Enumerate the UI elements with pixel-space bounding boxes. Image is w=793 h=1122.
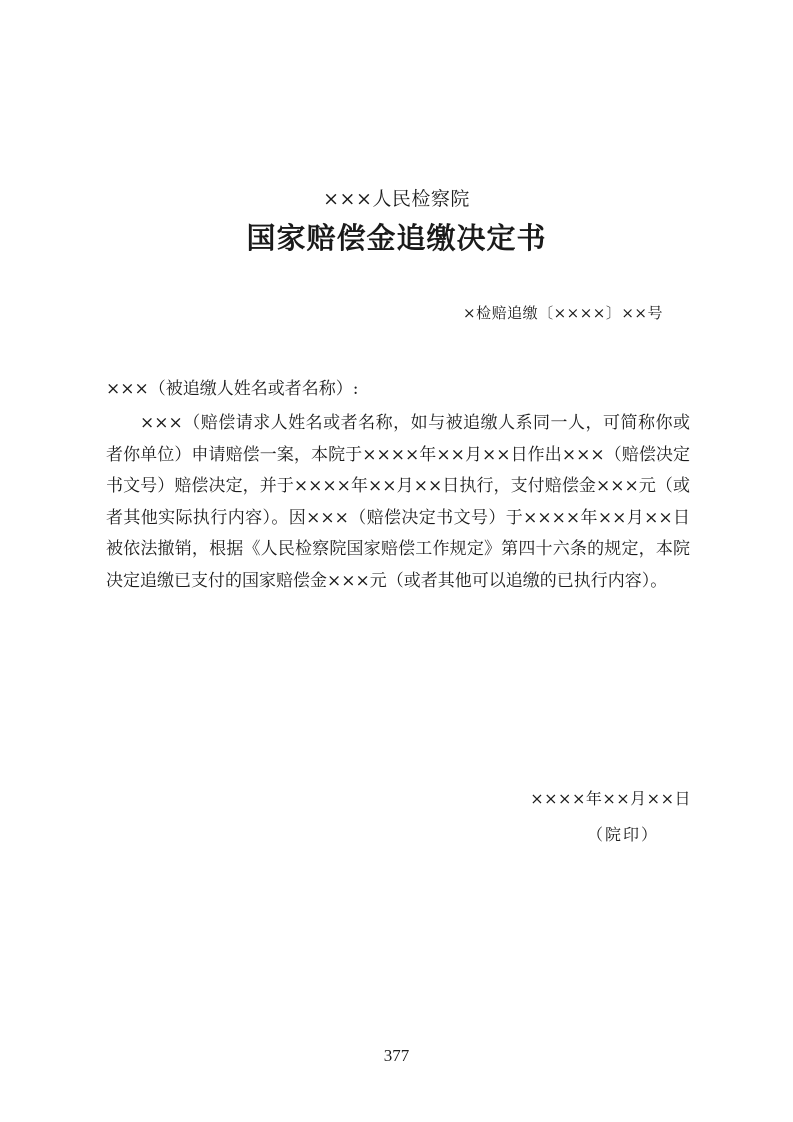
seal-note: （院印）: [586, 825, 659, 844]
signature-date: ××××年××月××日: [530, 789, 691, 808]
page-number: 377: [383, 1046, 410, 1065]
body-paragraph: ×××（赔偿请求人姓名或者名称，如与被追缴人系同一人，可简称你或者你单位）申请赔偿一案，本院于××××年××月××日作出×××（赔偿决定书文号）赔偿决定，并于××××年××月××日执行，支付赔偿金×××元（或者其他实际执行内容）。因×××（赔偿决定书文号）于××××年××月××日被依法撤销，根据《人民检察院国家赔偿工作规定》第四十六条的规定，本院决定追缴已支付的国家赔偿金×××元（或者其他可以追缴的已执行内容）。: [106, 413, 690, 591]
document-number: ×检赔追缴〔××××〕××号: [463, 304, 663, 322]
addressee-line: ×××（被追缴人姓名或者名称）:: [106, 379, 359, 399]
document-title: 国家赔偿金追缴决定书: [246, 221, 547, 255]
issuing-organization: ×××人民检察院: [323, 188, 470, 210]
